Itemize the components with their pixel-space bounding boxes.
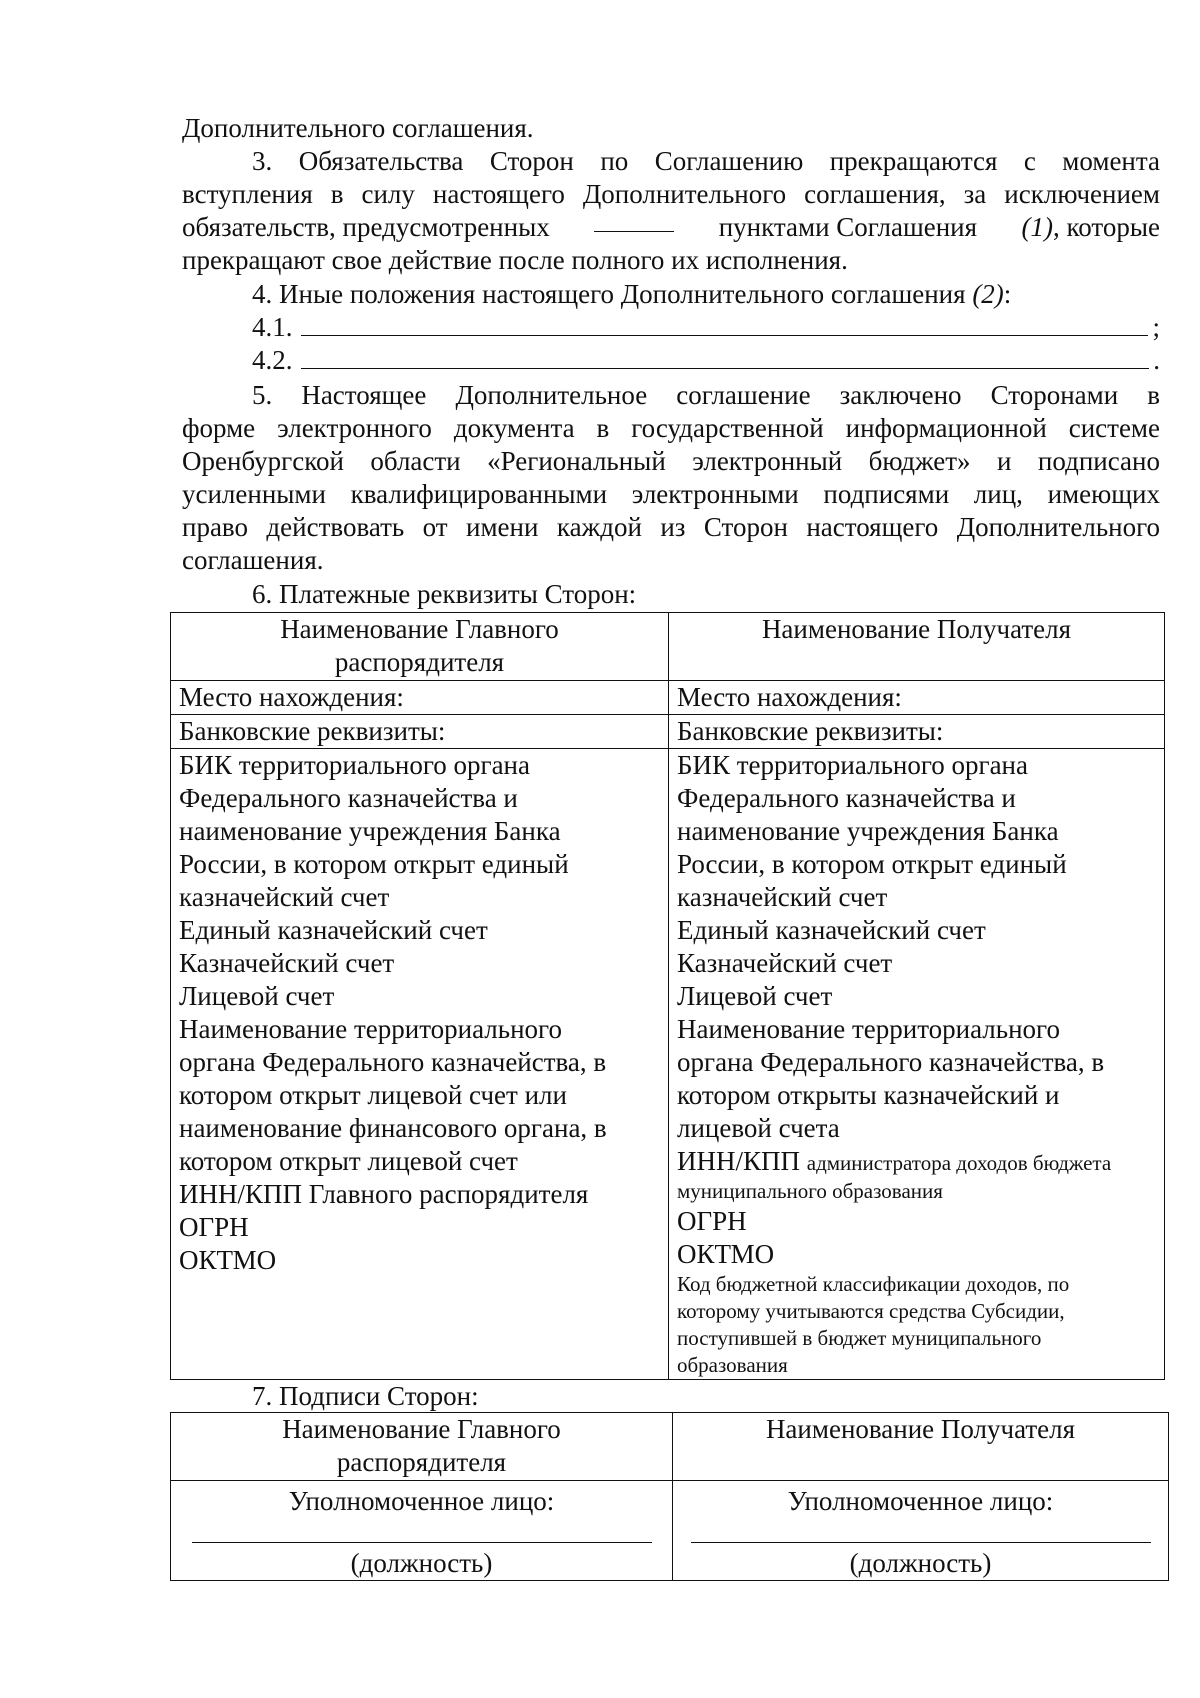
text-line: Оренбургской области «Региональный электронный бюджет» и подписано — [182, 446, 1160, 476]
list-item: поступившей в бюджет муниципального — [677, 1326, 1042, 1350]
blank-field[interactable] — [594, 211, 674, 232]
footnote-ref: (2) — [972, 279, 1004, 309]
table-row — [171, 715, 1165, 749]
list-item: ОГРН — [179, 1212, 249, 1242]
blank-field[interactable] — [301, 315, 1149, 336]
list-item: Единый казначейский счет — [677, 915, 986, 945]
list-item: Наименование территориального — [179, 1014, 562, 1044]
position-label: (должность) — [350, 1548, 493, 1578]
section-heading: 6. Платежные реквизиты Сторон: — [252, 579, 637, 609]
list-item: России, в котором открыт единый — [677, 849, 1067, 879]
header-line: Наименование Получателя — [761, 614, 1072, 644]
list-item: органа Федерального казначейства, в — [677, 1047, 1105, 1077]
list-item: наименование учреждения Банка — [179, 816, 561, 846]
footnote-ref: (1) — [1021, 212, 1054, 242]
table-cell — [673, 1481, 1169, 1581]
text-fragment: : — [1003, 279, 1012, 309]
list-item: Наименование территориального — [677, 1014, 1060, 1044]
list-item: котором открыт лицевой счет — [179, 1146, 518, 1176]
section-heading: 7. Подписи Сторон: — [252, 1381, 479, 1411]
list-item: которому учитываются средства Субсидии, — [677, 1299, 1065, 1323]
list-item: котором открыты казначейский и — [677, 1080, 1060, 1110]
list-item: наименование учреждения Банка — [677, 816, 1059, 846]
table-cell: Место нахождения: — [171, 681, 669, 715]
blank-field[interactable] — [301, 348, 1150, 369]
table-cell — [669, 613, 1165, 681]
header-line: Наименование Главного — [282, 1414, 561, 1444]
list-item: Казначейский счет — [677, 948, 893, 978]
list-item: ОГРН — [677, 1206, 747, 1236]
list-item: казначейский счет — [677, 882, 888, 912]
list-item: Лицевой счет — [179, 981, 335, 1011]
header-line: Наименование Главного — [280, 614, 559, 644]
text-fragment: пунктами Соглашения — [718, 212, 978, 242]
list-item: муниципального образования — [677, 1179, 943, 1203]
signatures-table — [170, 1412, 1169, 1581]
list-item: органа Федерального казначейства, в — [179, 1047, 607, 1077]
authorized-person-label: Уполномоченное лицо: — [288, 1486, 555, 1516]
requisites-table — [170, 612, 1165, 1380]
text-line: форме электронного документа в государственной информационной системе — [182, 413, 1160, 443]
list-item — [252, 344, 1160, 377]
text-line: Дополнительного соглашения. — [182, 113, 534, 143]
list-item — [252, 311, 1160, 344]
list-item: БИК территориального органа — [677, 750, 1028, 780]
list-item: лицевой счета — [677, 1113, 840, 1143]
inn-label: ИНН/КПП — [677, 1146, 801, 1176]
table-cell — [673, 1413, 1169, 1481]
text-line: 5. Настоящее Дополнительное соглашение заключено Сторонами в — [252, 380, 1160, 410]
table-row — [171, 1413, 1169, 1481]
inn-description: администратора доходов бюджета — [806, 1151, 1112, 1175]
item-number: 4.2. — [252, 345, 293, 375]
table-cell: Банковские реквизиты: — [669, 715, 1165, 749]
list-item: Казначейский счет — [179, 948, 395, 978]
text-line: прекращают свое действие после полного их исполнения. — [182, 245, 848, 275]
table-cell — [171, 1481, 673, 1581]
list-item: Федерального казначейства и — [179, 783, 518, 813]
text-line — [182, 211, 1160, 244]
item-end: ; — [1152, 312, 1160, 342]
header-line: Наименование Получателя — [765, 1414, 1076, 1444]
list-item: наименование финансового органа, в — [179, 1113, 607, 1143]
table-row — [171, 1481, 1169, 1581]
text-line: усиленными квалифицированными электронными подписями лиц, имеющих — [182, 479, 1160, 509]
header-line: распорядителя — [336, 1447, 507, 1477]
text-line: вступления в силу настоящего Дополнительного соглашения, за исключением — [182, 179, 1160, 209]
table-cell: Место нахождения: — [669, 681, 1165, 715]
list-item: России, в котором открыт единый — [179, 849, 569, 879]
text-fragment — [1022, 211, 1160, 244]
list-item: ОКТМО — [677, 1239, 775, 1269]
list-item: ИНН/КПП Главного распорядителя — [179, 1179, 589, 1209]
text-fragment: 4. Иные положения настоящего Дополнительного соглашения — [252, 279, 966, 309]
list-item: котором открыт лицевой счет или — [179, 1080, 567, 1110]
list-item: Лицевой счет — [677, 981, 833, 1011]
table-cell — [669, 749, 1165, 1380]
list-item: ОКТМО — [179, 1245, 277, 1275]
table-cell — [171, 613, 669, 681]
signature-line[interactable] — [192, 1518, 652, 1543]
text-line: соглашения. — [182, 545, 324, 575]
list-item — [677, 1145, 1156, 1178]
header-line: распорядителя — [334, 647, 505, 677]
table-cell — [171, 1413, 673, 1481]
list-item: БИК территориального органа — [179, 750, 530, 780]
list-item: казначейский счет — [179, 882, 390, 912]
text-line: 3. Обязательства Сторон по Соглашению прекращаются с момента — [252, 146, 1160, 176]
table-row — [171, 749, 1165, 1380]
list-item: Единый казначейский счет — [179, 915, 488, 945]
text-line — [252, 278, 1160, 311]
text-fragment: , которые — [1053, 212, 1160, 242]
table-row — [171, 613, 1165, 681]
list-item: Федерального казначейства и — [677, 783, 1016, 813]
list-item: образования — [677, 1353, 788, 1377]
list-item: Код бюджетной классификации доходов, по — [677, 1272, 1070, 1296]
table-cell: Банковские реквизиты: — [171, 715, 669, 749]
table-cell — [171, 749, 669, 1380]
item-end: . — [1153, 345, 1160, 375]
authorized-person-label: Уполномоченное лицо: — [787, 1486, 1054, 1516]
text-fragment: обязательств, предусмотренных — [182, 212, 550, 242]
text-line: право действовать от имени каждой из Сторон настоящего Дополнительного — [182, 512, 1160, 542]
item-number: 4.1. — [252, 312, 293, 342]
signature-line[interactable] — [691, 1518, 1151, 1543]
position-label: (должность) — [849, 1548, 992, 1578]
table-row — [171, 681, 1165, 715]
